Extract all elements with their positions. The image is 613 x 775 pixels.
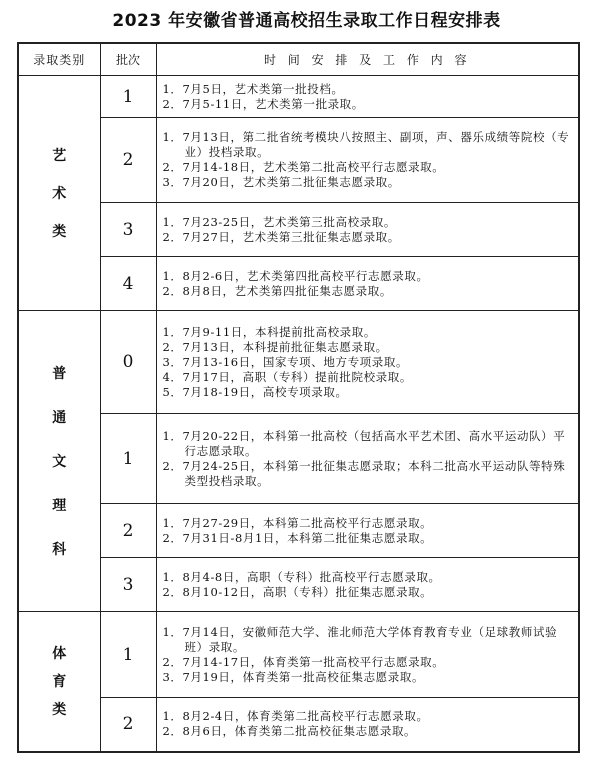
table-row	[18, 612, 579, 698]
schedule-item: 5．7月18-19日，高校专项录取。	[162, 384, 348, 399]
content-cell	[156, 118, 579, 203]
category-cell	[18, 311, 100, 612]
table-row	[18, 504, 579, 558]
page-title: 2023 年安徽省普通高校招生录取工作日程安排表	[112, 11, 501, 31]
schedule-item: 2．7月24-25日，本科第一批征集志愿录取；本科二批高水平运动队等特殊类型投档录取。	[162, 458, 566, 488]
category-cell	[18, 612, 100, 752]
content-cell	[156, 311, 579, 414]
schedule-item: 2．7月5-11日，艺术类第一批录取。	[162, 96, 364, 111]
schedule-item: 2．7月31日-8月1日，本科第二批征集志愿录取。	[162, 530, 433, 545]
schedule-table	[17, 42, 580, 753]
schedule-item: 1．7月5日，艺术类第一批投档。	[162, 81, 344, 96]
schedule-item: 1．7月23-25日，艺术类第三批高校录取。	[162, 214, 396, 229]
table-row	[18, 311, 579, 414]
content-cell	[156, 612, 579, 698]
schedule-item: 2．7月14-18日，艺术类第二批高校平行志愿录取。	[162, 160, 445, 174]
batch-cell: 1	[100, 414, 156, 504]
schedule-item: 1．8月4-8日，高职（专科）批高校平行志愿录取。	[162, 569, 441, 584]
schedule-item: 2．8月10-12日，高职（专科）批征集志愿录取。	[162, 584, 433, 599]
batch-cell: 1	[100, 76, 156, 118]
schedule-item: 2．8月6日，体育类第二批高校征集志愿录取。	[162, 724, 417, 739]
schedule-item: 4．7月17日，高职（专科）提前批院校录取。	[162, 369, 412, 384]
schedule-item: 1．7月20-22日，本科第一批高校（包括高水平艺术团、高水平运动队）平行志愿录取。	[162, 428, 566, 458]
category-label: 艺 术 类	[52, 148, 67, 240]
header-row	[18, 43, 579, 76]
table-row	[18, 203, 579, 257]
schedule-item: 2．7月13日，本科提前批征集志愿录取。	[162, 339, 388, 354]
header-batch: 批次	[100, 43, 156, 76]
schedule-item: 3．7月19日，体育类第一批高校征集志愿录取。	[162, 669, 425, 684]
batch-cell: 2	[100, 118, 156, 203]
schedule-item: 3．7月13-16日，国家专项、地方专项录取。	[162, 354, 409, 369]
batch-cell: 4	[100, 257, 156, 311]
content-cell	[156, 414, 579, 504]
schedule-item: 1．8月2-4日，体育类第二批高校平行志愿录取。	[162, 709, 429, 724]
table-body	[18, 76, 579, 752]
batch-cell: 2	[100, 504, 156, 558]
schedule-item: 1．8月2-6日，艺术类第四批高校平行志愿录取。	[162, 268, 429, 283]
table-row	[18, 118, 579, 203]
batch-cell: 3	[100, 558, 156, 612]
schedule-item: 1．7月9-11日，本科提前批高校录取。	[162, 324, 376, 339]
category-cell	[18, 76, 100, 311]
batch-cell: 0	[100, 311, 156, 414]
content-cell	[156, 558, 579, 612]
content-cell	[156, 203, 579, 257]
table-row	[18, 558, 579, 612]
schedule-item: 1．7月13日，第二批省统考模块八按照主、副项，声、器乐成绩等院校（专业）投档录取。	[162, 130, 570, 159]
content-cell	[156, 257, 579, 311]
table-row	[18, 414, 579, 504]
schedule-item: 2．7月14-17日，体育类第一批高校平行志愿录取。	[162, 654, 445, 669]
table-row	[18, 76, 579, 118]
table-row	[18, 698, 579, 752]
batch-cell: 2	[100, 698, 156, 752]
batch-cell: 3	[100, 203, 156, 257]
header-category: 录取类别	[18, 43, 100, 76]
schedule-item: 2．7月27日，艺术类第三批征集志愿录取。	[162, 229, 400, 244]
schedule-item: 2．8月8日，艺术类第四批征集志愿录取。	[162, 283, 392, 298]
category-label: 普 通 文 理 科	[52, 366, 67, 558]
schedule-item: 1．7月27-29日，本科第二批高校平行志愿录取。	[162, 515, 433, 530]
category-label: 体 育 类	[52, 646, 67, 719]
schedule-item: 1．7月14日，安徽师范大学、淮北师范大学体育教育专业（足球教师试验班）录取。	[162, 624, 558, 654]
content-cell	[156, 76, 579, 118]
schedule-item: 3．7月20日，艺术类第二批征集志愿录取。	[162, 175, 400, 189]
table-row	[18, 257, 579, 311]
content-cell	[156, 504, 579, 558]
batch-cell: 1	[100, 612, 156, 698]
content-cell	[156, 698, 579, 752]
header-content: 时 间 安 排 及 工 作 内 容	[156, 43, 579, 76]
